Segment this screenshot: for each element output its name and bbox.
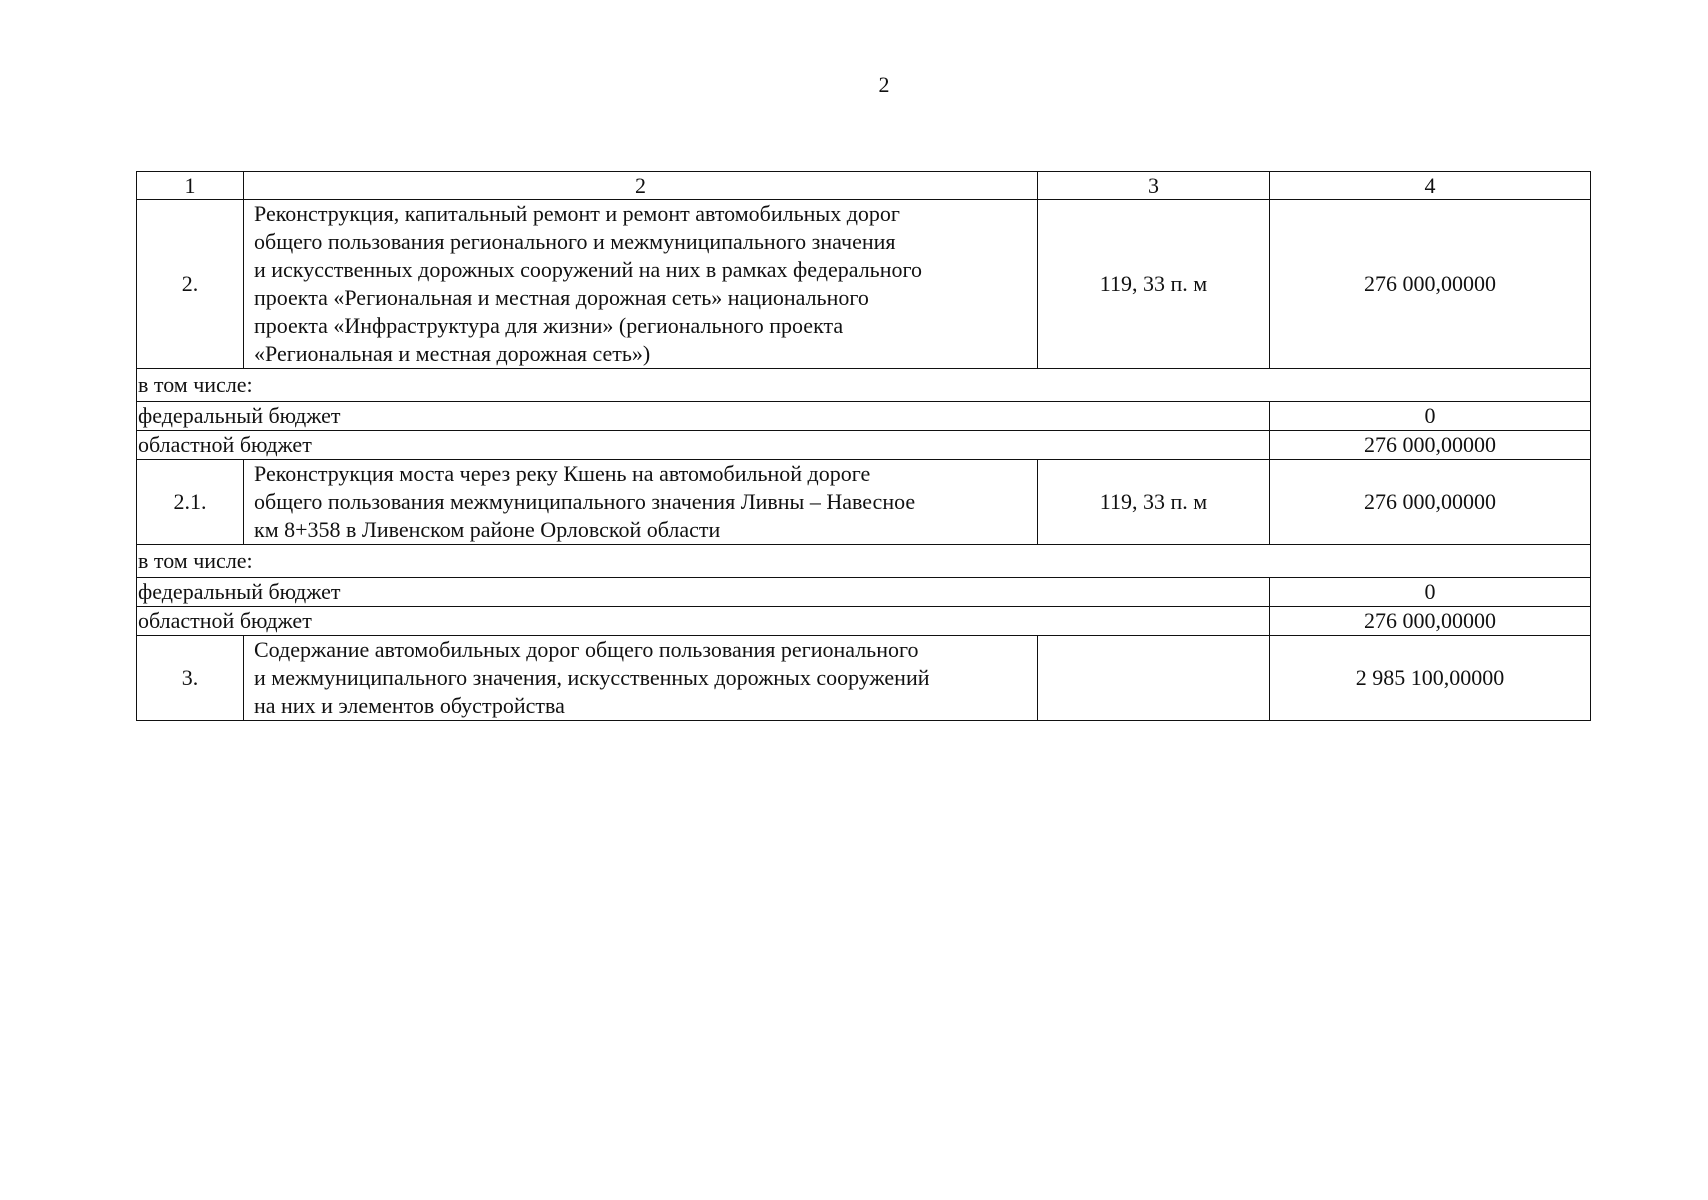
including-label: в том числе: bbox=[137, 545, 1591, 578]
row-number: 3. bbox=[137, 636, 244, 721]
regional-budget-value: 276 000,00000 bbox=[1270, 607, 1591, 636]
header-cell-3: 3 bbox=[1038, 172, 1270, 200]
description-line: и искусственных дорожных сооружений на них в рамках федерального bbox=[254, 257, 922, 282]
description-line: общего пользования регионального и межмуниципального значения bbox=[254, 229, 896, 254]
row-quantity: 119, 33 п. м bbox=[1038, 200, 1270, 369]
subrow-including bbox=[137, 545, 1591, 578]
row-amount: 276 000,00000 bbox=[1270, 460, 1591, 545]
description-line: проекта «Инфраструктура для жизни» (регионального проекта bbox=[254, 313, 844, 338]
subrow-federal bbox=[137, 402, 1591, 431]
header-cell-1: 1 bbox=[137, 172, 244, 200]
header-cell-2: 2 bbox=[244, 172, 1038, 200]
subrow-including bbox=[137, 369, 1591, 402]
federal-budget-value: 0 bbox=[1270, 402, 1591, 431]
header-cell-4: 4 bbox=[1270, 172, 1591, 200]
row-description bbox=[244, 460, 1038, 545]
description-line: общего пользования межмуниципального значения Ливны – Навесное bbox=[254, 489, 916, 514]
table-row bbox=[137, 460, 1591, 545]
federal-budget-label: федеральный бюджет bbox=[137, 402, 1270, 431]
row-amount: 276 000,00000 bbox=[1270, 200, 1591, 369]
description-line: км 8+358 в Ливенском районе Орловской области bbox=[254, 517, 721, 542]
subrow-federal bbox=[137, 578, 1591, 607]
budget-table bbox=[136, 171, 1591, 721]
federal-budget-value: 0 bbox=[1270, 578, 1591, 607]
description-line: Реконструкция, капитальный ремонт и ремонт автомобильных дорог bbox=[254, 201, 900, 226]
row-description bbox=[244, 200, 1038, 369]
federal-budget-label: федеральный бюджет bbox=[137, 578, 1270, 607]
regional-budget-label: областной бюджет bbox=[137, 607, 1270, 636]
page-number: 2 bbox=[878, 72, 890, 97]
row-amount: 2 985 100,00000 bbox=[1270, 636, 1591, 721]
subrow-regional bbox=[137, 607, 1591, 636]
description-line: и межмуниципального значения, искусственных дорожных сооружений bbox=[254, 665, 930, 690]
row-quantity: 119, 33 п. м bbox=[1038, 460, 1270, 545]
row-number: 2. bbox=[137, 200, 244, 369]
row-description bbox=[244, 636, 1038, 721]
description-line: Реконструкция моста через реку Кшень на автомобильной дороге bbox=[254, 461, 871, 486]
description-line: Содержание автомобильных дорог общего пользования регионального bbox=[254, 637, 919, 662]
table-header-row bbox=[137, 172, 1591, 200]
row-number: 2.1. bbox=[137, 460, 244, 545]
table-row bbox=[137, 636, 1591, 721]
regional-budget-value: 276 000,00000 bbox=[1270, 431, 1591, 460]
description-line: «Региональная и местная дорожная сеть») bbox=[254, 341, 651, 366]
row-quantity bbox=[1038, 636, 1270, 721]
description-line: проекта «Региональная и местная дорожная сеть» национального bbox=[254, 285, 869, 310]
description-line: на них и элементов обустройства bbox=[254, 693, 565, 718]
including-label: в том числе: bbox=[137, 369, 1591, 402]
regional-budget-label: областной бюджет bbox=[137, 431, 1270, 460]
table-row bbox=[137, 200, 1591, 369]
subrow-regional bbox=[137, 431, 1591, 460]
